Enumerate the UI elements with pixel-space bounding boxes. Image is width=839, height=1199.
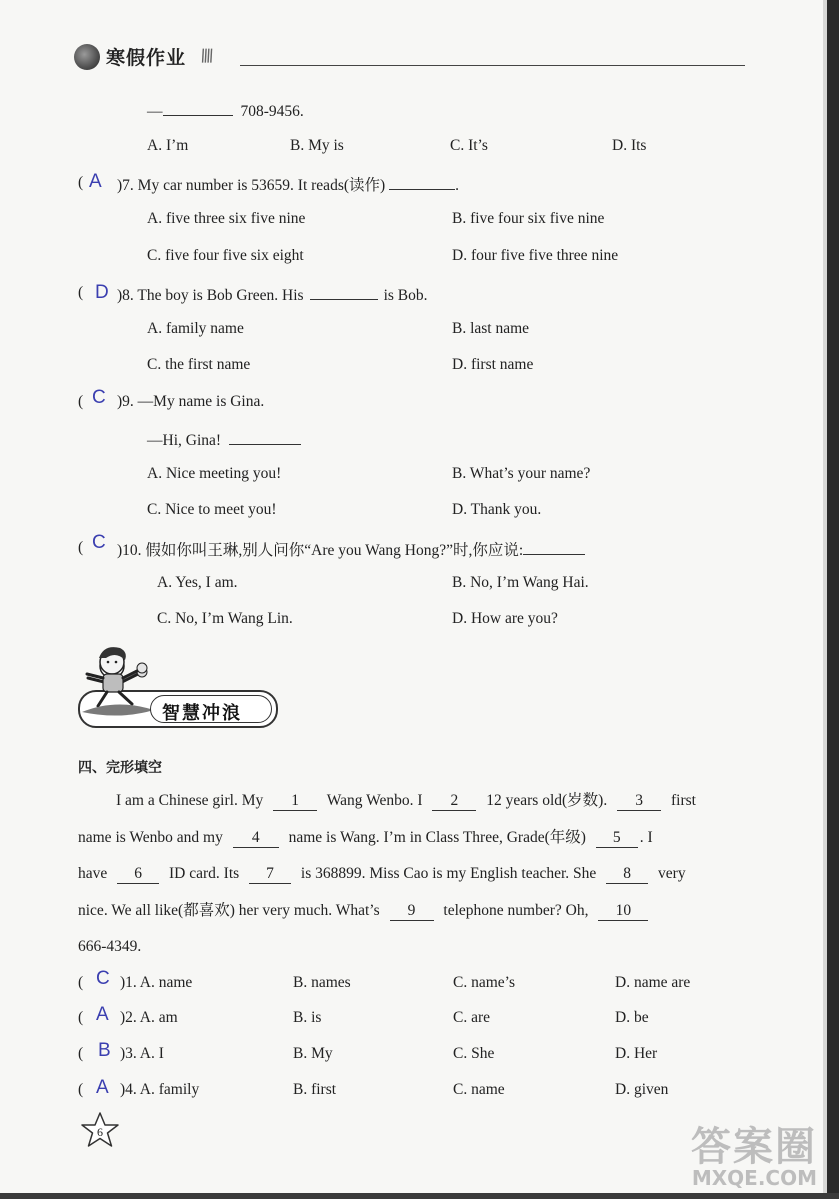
q9-option-a: A. Nice meeting you! (147, 465, 282, 482)
q6-option-c: C. It’s (450, 137, 488, 154)
cloze-blank-2: 2 (432, 793, 476, 811)
page-number-star-icon (80, 1111, 120, 1149)
q6-option-a: A. I’m (147, 137, 189, 154)
mc-3-answer: B (98, 1040, 111, 1061)
cloze-blank-7: 7 (249, 866, 291, 884)
mc-2-option-a: )2. A. am (120, 1009, 178, 1026)
q10-option-d: D. How are you? (452, 610, 558, 627)
mc-4-answer: A (96, 1077, 109, 1098)
header-rule (240, 65, 745, 66)
q7-answer: A (89, 171, 102, 192)
q8-option-b: B. last name (452, 320, 530, 337)
q10-stem: )10. 假如你叫王琳,别人问你“Are you Wang Hong?”时,你应说: (117, 540, 585, 559)
q8-option-d: D. first name (452, 356, 534, 373)
q9-option-b: B. What’s your name? (452, 465, 591, 482)
mc-2-option-c: C. are (453, 1009, 491, 1026)
cloze-line-1: I am a Chinese girl. My 1 Wang Wenbo. I 2 12 years old(岁数). 3 first (116, 792, 696, 809)
cloze-blank-8: 8 (606, 866, 648, 884)
q7-option-a: A. five three six five nine (147, 210, 306, 227)
header-circle-icon (74, 44, 100, 70)
cloze-line-3: have 6 ID card. Its 7 is 368899. Miss Cao is my English teacher. She 8 very (78, 865, 686, 882)
mc-2-answer: A (96, 1004, 109, 1025)
mc-3-option-c: C. She (453, 1045, 495, 1062)
mc-1-option-d: D. name are (615, 974, 691, 991)
mc-1-answer: C (96, 968, 110, 989)
q9-answer: C (92, 387, 106, 408)
q7-option-b: B. five four six five nine (452, 210, 605, 227)
q6-option-d: D. Its (612, 137, 647, 154)
mc-4-option-a: )4. A. family (120, 1081, 200, 1098)
cloze-blank-10: 10 (598, 903, 648, 921)
mc-4-option-d: D. given (615, 1081, 669, 1098)
q7-paren: ( (78, 174, 84, 191)
banner-title: 智慧冲浪 (162, 703, 242, 724)
header-title: 寒假作业 (106, 47, 187, 69)
cloze-blank-1: 1 (273, 793, 317, 811)
q10-option-a: A. Yes, I am. (157, 574, 238, 591)
mc-1-option-c: C. name’s (453, 974, 515, 991)
mc-4-option-b: B. first (293, 1081, 337, 1098)
q6-answer-line: — 708-9456. (147, 103, 304, 120)
watermark: 答案圈 MXQE.COM (691, 1124, 817, 1190)
mc-3-option-d: D. Her (615, 1045, 658, 1062)
q7-option-c: C. five four five six eight (147, 247, 304, 264)
q6-option-b: B. My is (290, 137, 344, 154)
q9-option-d: D. Thank you. (452, 501, 542, 518)
mc-3-option-b: B. My (293, 1045, 333, 1062)
cloze-line-4: nice. We all like(都喜欢) her very much. What’s 9 telephone number? Oh, 10 (78, 903, 648, 921)
cloze-line-2: name is Wenbo and my 4 name is Wang. I’m in Class Three, Grade(年级) 5 . I (78, 829, 653, 846)
q8-option-a: A. family name (147, 320, 244, 337)
q8-stem: )8. The boy is Bob Green. His is Bob. (117, 287, 428, 304)
cloze-blank-9: 9 (390, 903, 434, 921)
q10-option-c: C. No, I’m Wang Lin. (157, 610, 293, 627)
q9-paren: ( (78, 393, 84, 410)
q8-paren: ( (78, 284, 84, 301)
page-edge (827, 0, 839, 1199)
q10-option-b: B. No, I’m Wang Hai. (452, 574, 589, 591)
surfing-boy-illustration (76, 640, 158, 720)
q10-paren: ( (78, 539, 84, 556)
cloze-line-5: 666-4349. (78, 938, 142, 955)
mc-1-option-b: B. names (293, 974, 351, 991)
page-bottom-edge (0, 1193, 839, 1199)
cloze-blank-6: 6 (117, 866, 159, 884)
q9-line2: —Hi, Gina! (147, 430, 301, 449)
mc-1-option-a: )1. A. name (120, 974, 193, 991)
q8-option-c: C. the first name (147, 356, 251, 373)
q7-stem: )7. My car number is 53659. It reads(读作) . (117, 177, 460, 194)
mc-4-option-c: C. name (453, 1081, 505, 1098)
mc-3-option-a: )3. A. I (120, 1045, 164, 1062)
mc-2-option-d: D. be (615, 1009, 649, 1026)
section-title: 四、完形填空 (78, 760, 162, 776)
header-slashes: \\\\ (196, 46, 215, 66)
q9-option-c: C. Nice to meet you! (147, 501, 277, 518)
q9-stem: )9. —My name is Gina. (117, 393, 265, 410)
page-number: 6 (97, 1125, 103, 1139)
mc-2-option-b: B. is (293, 1009, 322, 1026)
q8-answer: D (95, 282, 109, 303)
q7-option-d: D. four five five three nine (452, 247, 619, 264)
cloze-blank-4: 4 (233, 830, 279, 848)
cloze-blank-5: 5 (596, 830, 638, 848)
cloze-blank-3: 3 (617, 793, 661, 811)
q10-answer: C (92, 532, 106, 553)
